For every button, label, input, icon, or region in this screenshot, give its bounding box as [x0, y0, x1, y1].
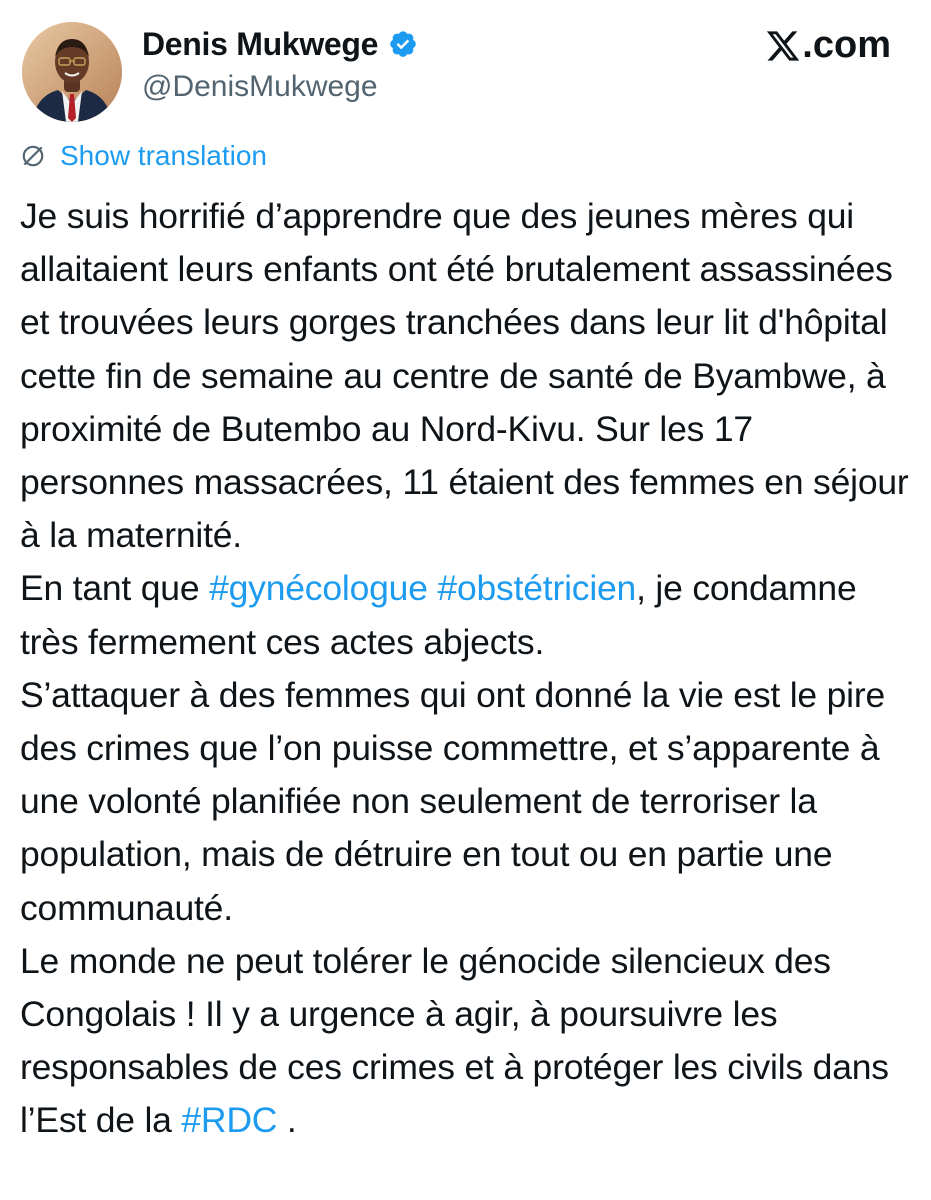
verified-badge-icon[interactable] — [388, 29, 418, 59]
handle[interactable]: @DenisMukwege — [142, 70, 378, 103]
tweet-paragraph-3: S’attaquer à des femmes qui ont donné la vie est le pire des crimes que l’on puisse commettre, et s’apparente à une volonté planifiée non seulement de terroriser la population, mais de détruire en tout ou en partie une communauté. — [20, 674, 885, 928]
tweet-paragraph-2 — [20, 562, 920, 668]
avatar-photo — [22, 22, 122, 122]
tweet-text-segment: En tant que — [20, 568, 210, 609]
avatar[interactable] — [22, 22, 122, 122]
hashtag-obstetricien[interactable]: #obstétricien — [437, 568, 637, 609]
tweet-paragraph-1: Je suis horrifié d’apprendre que des jeunes mères qui allaitaient leurs enfants ont été brutalement assassinées et trouvées leurs gorges tranchées dans leur lit d'hôpital cette fin de semaine au centre de santé de Byambwe, à proximité de Butembo au Nord-Kivu. Sur les 17 personnes massacrées, 11 étaient des femmes en séjour à la maternité. — [20, 196, 909, 556]
tweet-text-segment: , je condamne très fermement ces actes abjects. — [20, 568, 857, 662]
tweet-text-segment — [428, 568, 438, 608]
display-name[interactable]: Denis Mukwege — [142, 25, 379, 62]
author-info — [142, 24, 418, 104]
display-name-row — [142, 24, 418, 64]
tweet-paragraph-4 — [20, 935, 920, 1148]
tweet-text-segment: . — [277, 1100, 297, 1141]
show-translation-button[interactable] — [20, 140, 267, 172]
site-suffix: .com — [802, 24, 891, 66]
tweet-text-segment: Le monde ne peut tolérer le génocide silencieux des Congolais ! Il y a urgence à agir, à poursuivre les responsables de ces crimes et à protéger les civils dans l’Est de la — [20, 940, 889, 1141]
x-logo-icon — [765, 28, 801, 64]
tweet-text — [20, 190, 920, 1148]
hashtag-gynecologue[interactable]: #gynécologue — [209, 568, 428, 609]
show-translation-label: Show translation — [60, 140, 268, 171]
globe-icon — [20, 143, 46, 169]
hashtag-rdc[interactable]: #RDC — [181, 1100, 278, 1141]
x-brand[interactable] — [765, 24, 891, 67]
tweet-header — [20, 18, 891, 118]
